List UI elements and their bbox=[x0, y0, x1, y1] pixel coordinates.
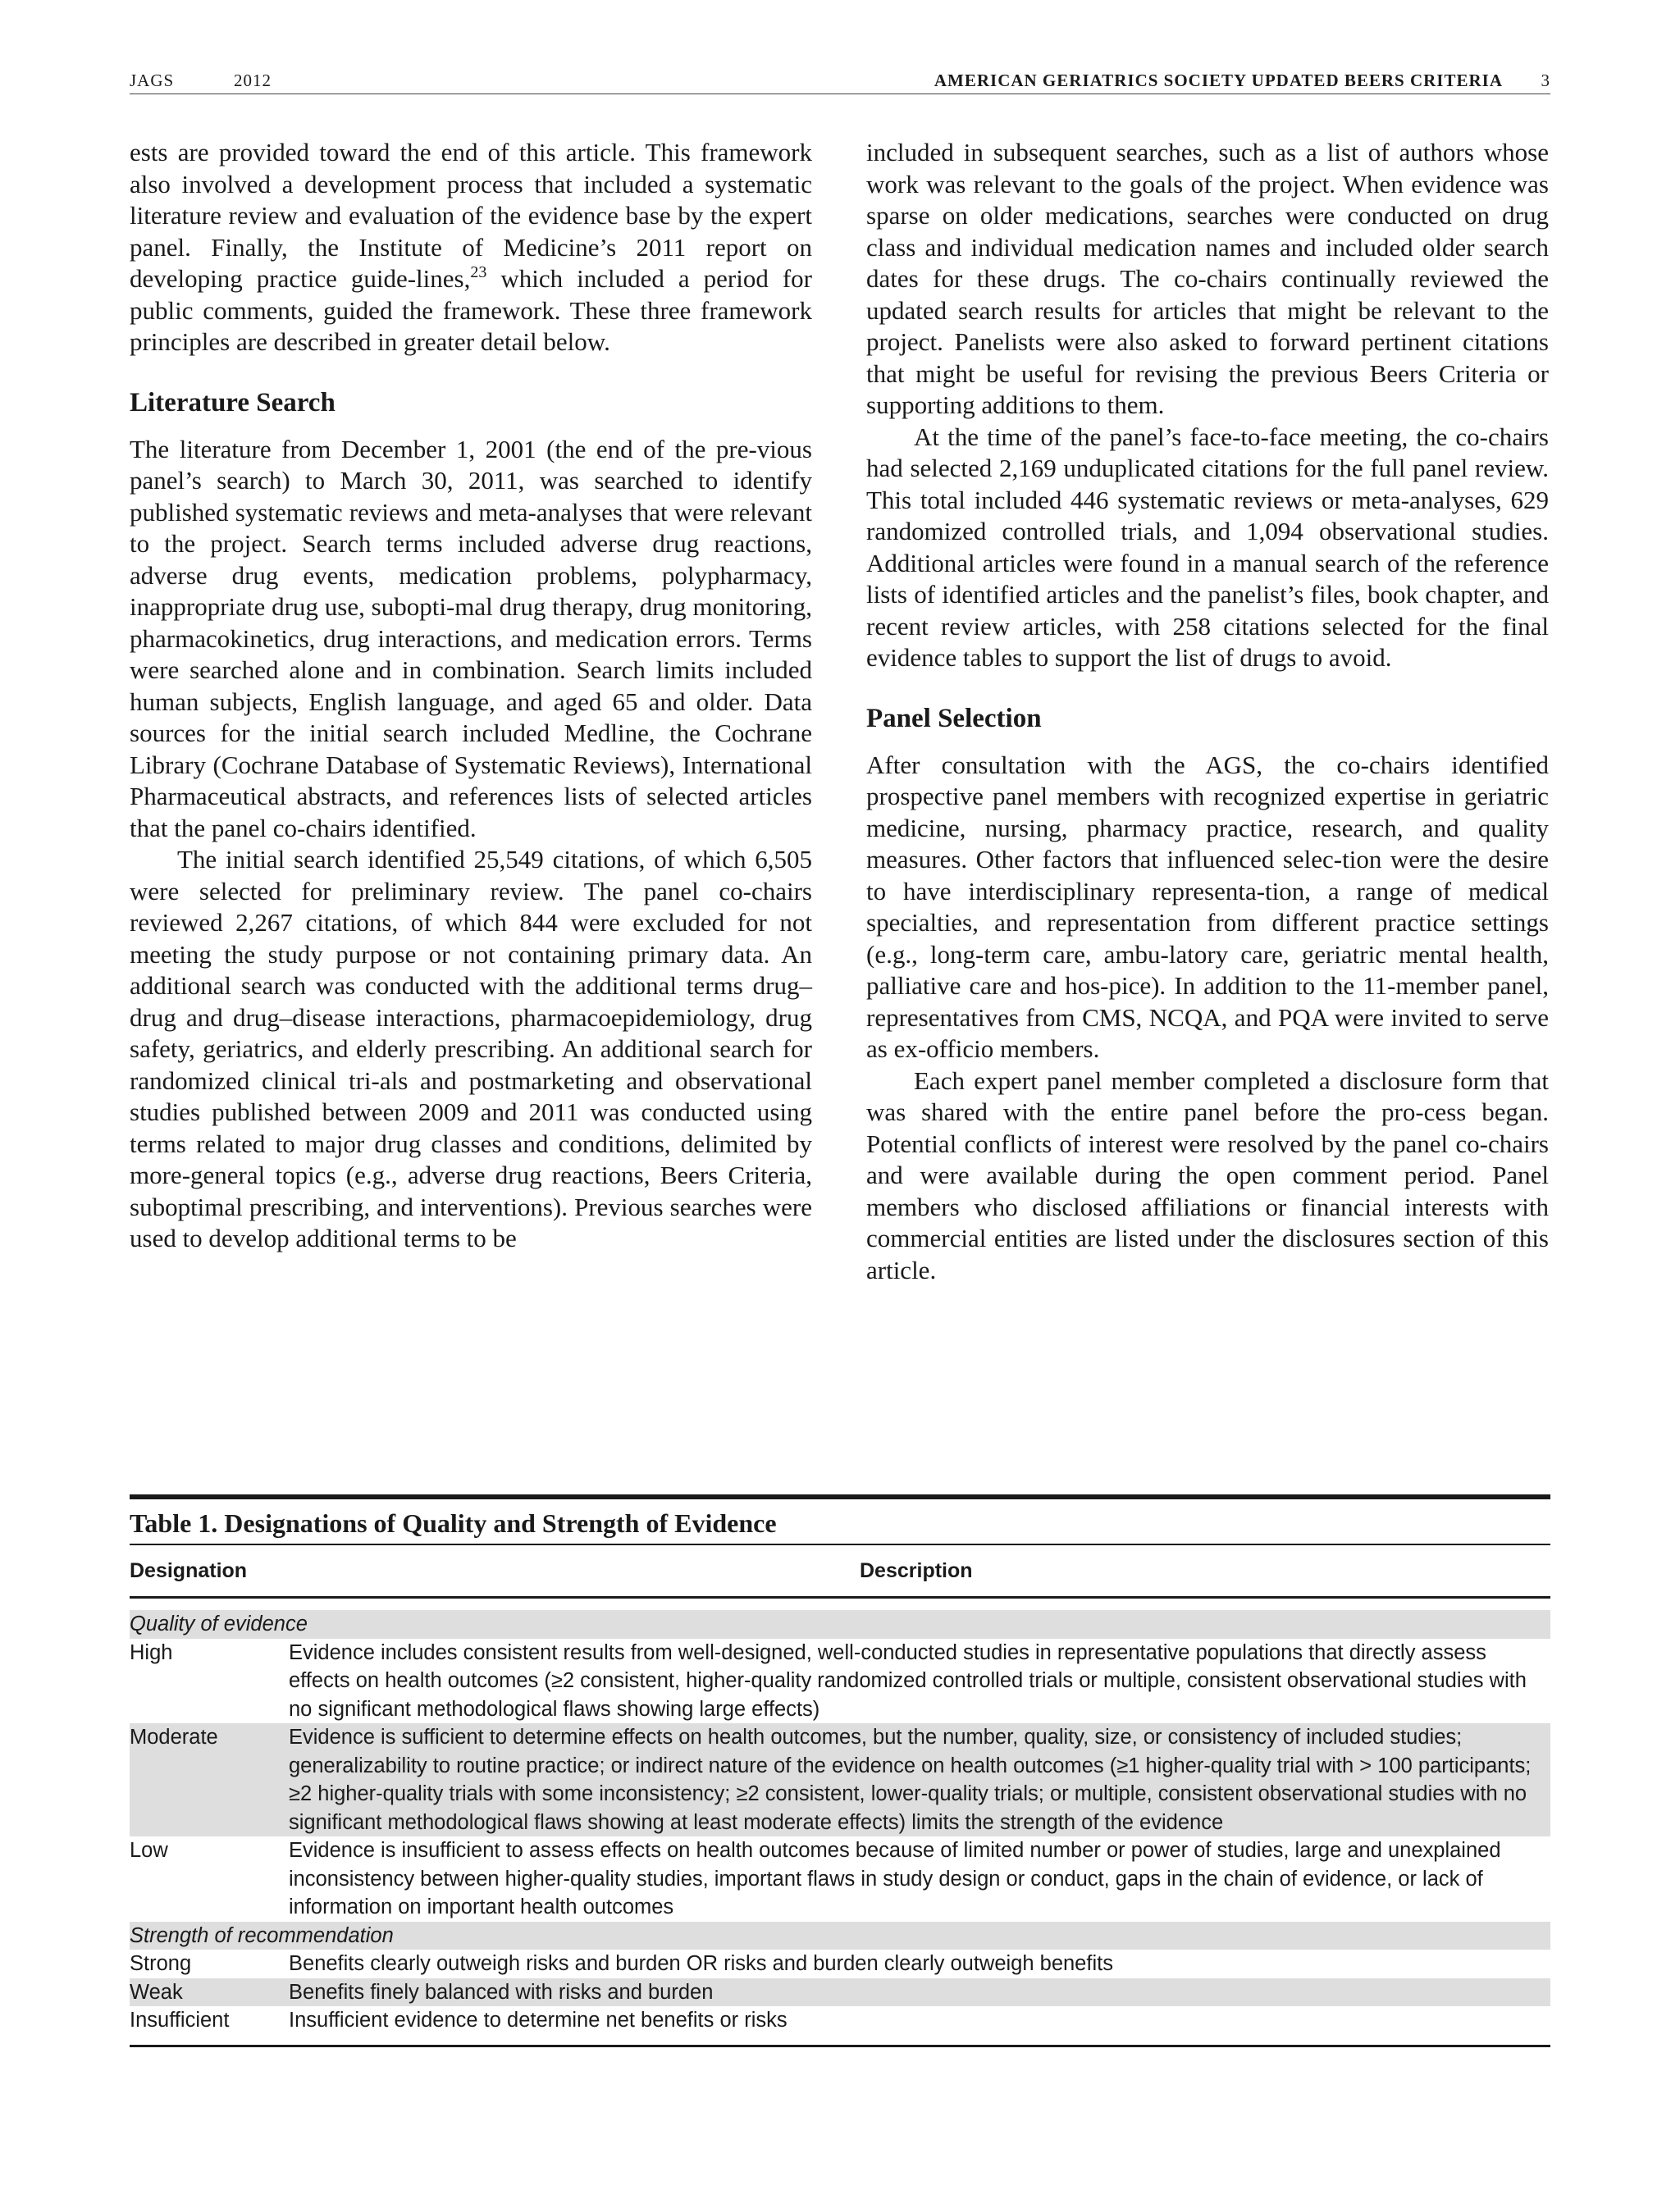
row-description-high: Evidence includes consistent results from well-designed, well-conducted studies in representative populations that directly assess effects on health outcomes (≥2 consistent, higher-quality randomized controlled trials or multiple, consistent observational studies with no significant methodological flaws showing large effects) bbox=[289, 1640, 1527, 1721]
table-section-row bbox=[130, 1610, 1550, 1639]
right-column bbox=[866, 137, 1549, 1286]
table-body bbox=[130, 1610, 1550, 2035]
section-heading-literature-search: Literature Search bbox=[130, 387, 336, 417]
row-label-strong: Strong bbox=[130, 1952, 192, 1975]
table-1 bbox=[130, 1494, 1550, 2047]
table-caption: Table 1. Designations of Quality and Strength of Evidence bbox=[130, 1508, 777, 1538]
right-paragraph-1: included in subsequent searches, such as a list of authors whose work was relevant to the goals of the project. When evidence was sparse on older medications, searches were conducted on drug class and individual medication names and included older search dates for these drugs. The co-chairs continually reviewed the updated search results for articles that might be relevant to the project. Panelists were also asked to forward pertinent citations that might be useful for revising the previous Beers Criteria or supporting additions to them. bbox=[866, 138, 1549, 419]
row-description-moderate: Evidence is sufficient to determine effects on health outcomes, but the number, quality, size, or consistency of included studies; generalizability to routine practice; or indirect nature of the evidence on health outcomes (≥1 higher-quality trial with > 100 participants; ≥2 higher-quality trials with some inconsistency; ≥2 consistent, lower-quality trials; or multiple, consistent observational studies with no significant methodological flaws showing at least moderate effects) limits the strength of the evidence bbox=[289, 1726, 1532, 1834]
table-row bbox=[130, 1836, 1550, 1922]
running-title: AMERICAN GERIATRICS SOCIETY UPDATED BEERS CRITERIA bbox=[934, 71, 1503, 90]
row-label-low: Low bbox=[130, 1839, 168, 1862]
left-paragraph-1 bbox=[130, 137, 812, 358]
journal-name: JAGS bbox=[130, 71, 175, 90]
table-row bbox=[130, 1950, 1550, 1978]
row-description-strong: Benefits clearly outweigh risks and burden OR risks and burden clearly outweigh benefits bbox=[289, 1952, 1113, 1975]
row-label-insufficient: Insufficient bbox=[130, 2009, 230, 2032]
page-number: 3 bbox=[1541, 71, 1550, 90]
section-label-strength: Strength of recommendation bbox=[130, 1923, 394, 1947]
row-description-insufficient: Insufficient evidence to determine net benefits or risks bbox=[289, 2009, 788, 2032]
left-paragraph-3: The initial search identified 25,549 citations, of which 6,505 were selected for preliminary review. The panel co-chairs reviewed 2,267 citations, of which 844 were excluded for not meeting the study purpose or not containing primary data. An additional search was conducted with the additional terms drug–drug and drug–disease interactions, pharmacoepidemiology, drug safety, geriatrics, and elderly prescribing. An additional search for randomized clinical tri-als and postmarketing and observational studies published between 2009 and 2011 was conducted using terms related to major drug classes and conditions, delimited by more-general topics (e.g., adverse drug reactions, Beers Criteria, suboptimal prescribing, and interventions). Previous searches were used to develop additional terms to be bbox=[130, 845, 812, 1252]
table-bottom-rule bbox=[130, 2045, 1550, 2047]
left-paragraph-2: The literature from December 1, 2001 (the end of the pre-vious panel’s search) to March 30, 2011, was searched to identify published systematic reviews and meta-analyses that were relevant to the project. Search terms included adverse drug reactions, adverse drug events, medication problems, polypharmacy, inappropriate drug use, subopti-mal drug therapy, drug monitoring, pharmacokinetics, drug interactions, and medication errors. Terms were searched alone and in combination. Search limits included human subjects, English language, and aged 65 and older. Data sources for the initial search included Medline, the Cochrane Library (Cochrane Database of Systematic Reviews), International Pharmaceutical abstracts, and references lists of selected articles that the panel co-chairs identified. bbox=[130, 434, 812, 842]
table-row bbox=[130, 1639, 1550, 1724]
table-row bbox=[130, 1723, 1550, 1836]
table-header-rule bbox=[130, 1596, 1550, 1599]
column-header-description: Description bbox=[860, 1559, 973, 1582]
table-section-row bbox=[130, 1922, 1550, 1950]
row-label-moderate: Moderate bbox=[130, 1726, 218, 1749]
row-description-weak: Benefits finely balanced with risks and burden bbox=[289, 1980, 714, 2004]
publication-year: 2012 bbox=[234, 71, 272, 90]
row-label-weak: Weak bbox=[130, 1980, 183, 2004]
row-description-low: Evidence is insufficient to assess effects on health outcomes because of limited number or power of studies, large and unexplained inconsistency between higher-quality studies, important flaws in study design or conduct, gaps in the chain of evidence, or lack of information on important health outcomes bbox=[289, 1839, 1501, 1918]
running-head bbox=[130, 71, 1550, 95]
left-column bbox=[130, 137, 812, 1255]
section-heading-panel-selection: Panel Selection bbox=[866, 703, 1042, 733]
section-label-quality: Quality of evidence bbox=[130, 1613, 308, 1635]
table-row bbox=[130, 1978, 1550, 2007]
right-paragraph-2: At the time of the panel’s face-to-face meeting, the co-chairs had selected 2,169 unduplicated citations for the full panel review. This total included 446 systematic reviews or meta-analyses, 629 randomized controlled trials, and 1,094 observational studies. Additional articles were found in a manual search of the reference lists of identified articles and the panelist’s files, book chapter, and recent review articles, with 258 citations selected for the final evidence tables to support the list of drugs to avoid. bbox=[866, 422, 1549, 672]
table-row bbox=[130, 2006, 1550, 2035]
right-paragraph-4: Each expert panel member completed a disclosure form that was shared with the entire panel before the pro-cess began. Potential conflicts of interest were resolved by the panel co-chairs and were available during the open comment period. Panel members who disclosed affiliations or financial interests with commercial entities are listed under the disclosures section of this article. bbox=[866, 1065, 1549, 1284]
right-paragraph-3: After consultation with the AGS, the co-chairs identified prospective panel members with recognized expertise in geriatric medicine, nursing, pharmacy practice, research, and quality measures. Other factors that influenced selec-tion were the desire to have interdisciplinary representa-tion, a range of medical specialties, and representation from different practice settings (e.g., long-term care, ambu-latory care, geriatric mental health, palliative care and hos-pice). In addition to the 11-member panel, representatives from CMS, NCQA, and PQA were invited to serve as ex-officio members. bbox=[866, 750, 1549, 1063]
row-label-high: High bbox=[130, 1640, 173, 1664]
reference-superscript: 23 bbox=[470, 263, 487, 281]
left-paragraph-1-text-a: ests are provided toward the end of this article. This framework also involved a development process that included a systematic literature review and evaluation of the evidence base by the expert panel. Finally, the Institute of Medicine’s 2011 report on developing practice guide-lines, bbox=[130, 138, 812, 293]
left-paragraph-1-text-b: which included a period for public comments, guided the framework. These three framework principles are described in greater detail below. bbox=[130, 264, 812, 356]
column-header-designation: Designation bbox=[130, 1559, 248, 1582]
table-top-rule bbox=[130, 1494, 1550, 1499]
table-header bbox=[130, 1545, 1550, 1596]
